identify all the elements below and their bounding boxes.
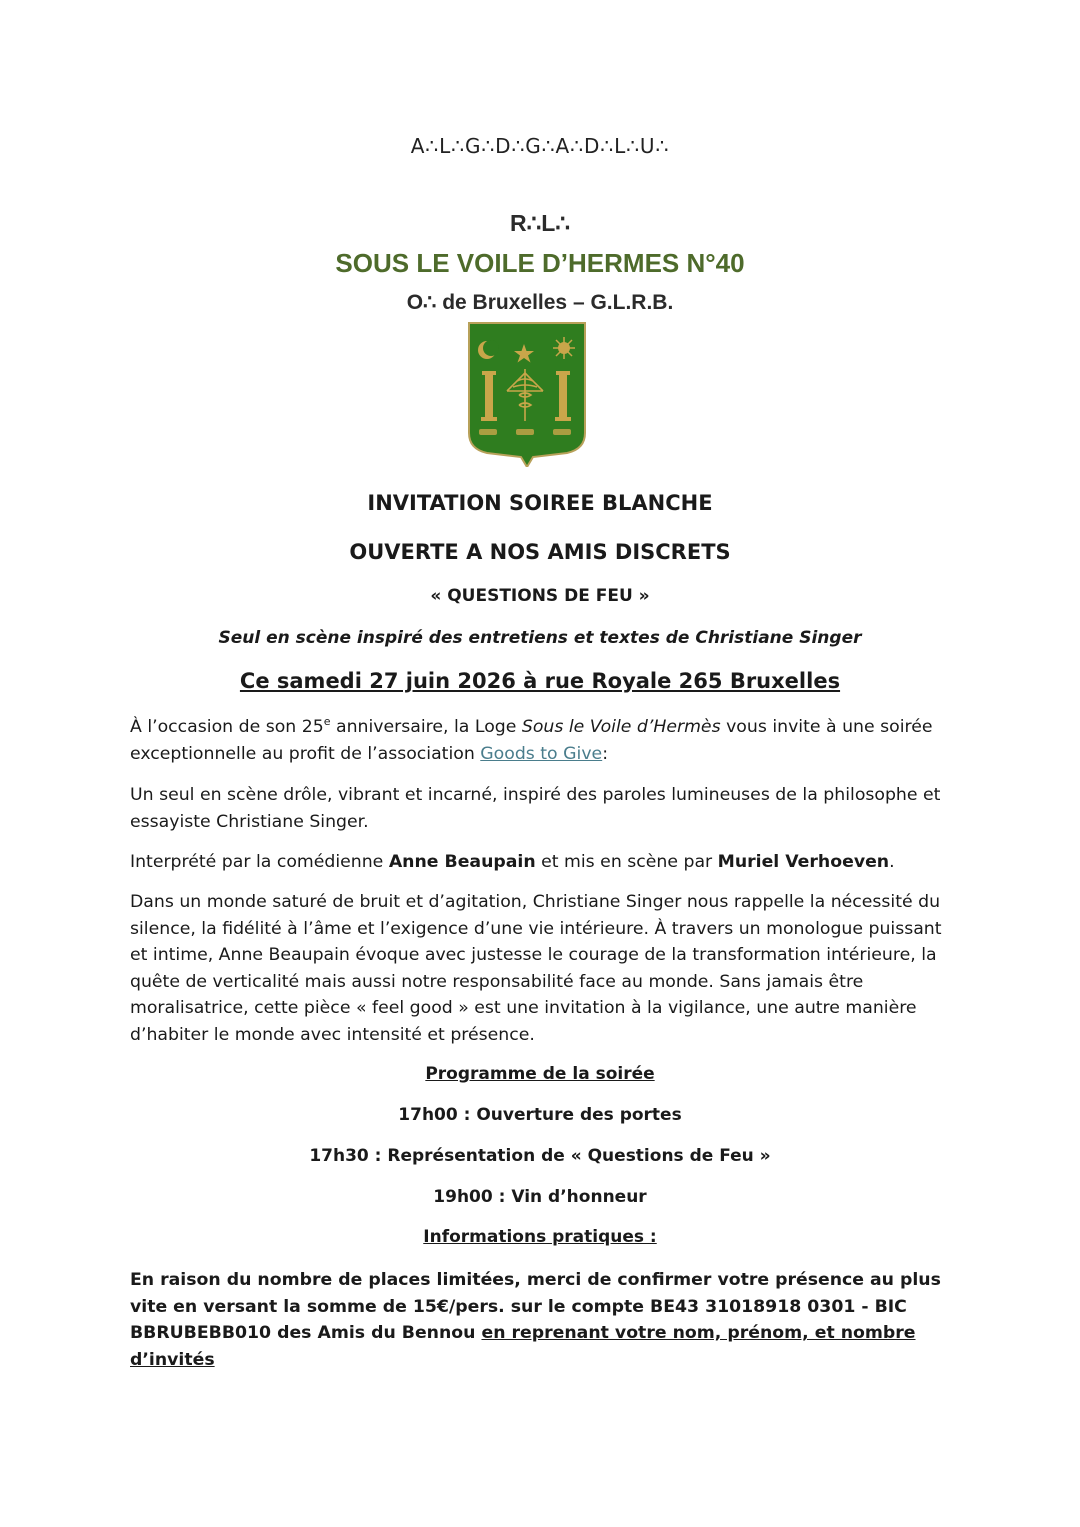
synopsis-paragraph: Dans un monde saturé de bruit et d’agitation, Christiane Singer nous rappelle la nécessité du silence, la fidélité à l’âme et l’exigence d’une vie intérieure. À travers un monologue puissant et intime, Anne Beaupain évoque avec justesse le courage de la transformation intérieure, la quête de verticalité mais aussi notre responsabilité face au monde. Sans jamais être moralisatrice, cette pièce « feel good » est une invitation à la vigilance, une autre manière d’habiter le monde avec intensité et présence.	[130, 892, 942, 1045]
masonic-motto: A∴L∴G∴D∴G∴A∴D∴L∴U∴	[410, 134, 670, 158]
intro-text-d: :	[602, 743, 609, 764]
intro-text-c: vous invite à une soirée exceptionnelle au profit de l’association	[130, 717, 933, 764]
info-text: En raison du nombre de places limitées, merci de confirmer votre présence au plus vite en versant la somme de 15€/pers. sur le compte BE43 31018918 0301 - BIC BBRUBEBB010 des Amis du Bennou	[130, 1270, 941, 1343]
info-heading: Informations pratiques :	[423, 1227, 657, 1247]
credits-text-b: et mis en scène par	[535, 852, 718, 872]
programme-item: 17h30 : Représentation de « Questions de Feu »	[309, 1146, 771, 1166]
credits-paragraph	[130, 849, 955, 876]
programme-item: 17h00 : Ouverture des portes	[398, 1105, 682, 1125]
lodge-name-italic: Sous le Voile d’Hermès	[521, 717, 721, 737]
lodge-name: SOUS LE VOILE D’HERMES N°40	[335, 248, 745, 278]
rl-heading: R∴L∴	[510, 210, 570, 236]
show-title: « QUESTIONS DE FEU »	[430, 586, 650, 606]
invitation-title: INVITATION SOIREE BLANCHE	[367, 491, 713, 515]
open-to-title: OUVERTE A NOS AMIS DISCRETS	[349, 540, 731, 564]
lodge-coat-of-arms	[467, 321, 587, 467]
ordinal-suffix: e	[323, 715, 331, 729]
show-subtitle: Seul en scène inspiré des entretiens et textes de Christiane Singer	[218, 628, 862, 648]
info-paragraph	[130, 1267, 955, 1373]
goods-to-give-link[interactable]: Goods to Give	[480, 743, 603, 764]
seal-icons	[479, 429, 571, 435]
credits-text-c: .	[889, 852, 895, 872]
intro-paragraph	[130, 714, 955, 767]
description-paragraph: Un seul en scène drôle, vibrant et incarné, inspiré des paroles lumineuses de la philosophe et essayiste Christiane Singer.	[130, 785, 941, 832]
intro-text-b: anniversaire, la Loge	[330, 717, 522, 737]
sun-icon	[553, 337, 575, 359]
programme-heading: Programme de la soirée	[425, 1064, 655, 1084]
orient-line: O∴ de Bruxelles – G.L.R.B.	[406, 291, 674, 314]
credits-text-a: Interprété par la comédienne	[130, 852, 389, 872]
actress-name: Anne Beaupain	[388, 852, 536, 872]
info-text-underlined: en reprenant votre nom, prénom, et nombre d’invités	[130, 1323, 916, 1370]
intro-text-a: À l’occasion de son 25	[130, 717, 324, 737]
date-place: Ce samedi 27 juin 2026 à rue Royale 265 Bruxelles	[239, 669, 841, 693]
programme-item: 19h00 : Vin d’honneur	[433, 1187, 647, 1207]
director-name: Muriel Verhoeven	[717, 852, 890, 872]
